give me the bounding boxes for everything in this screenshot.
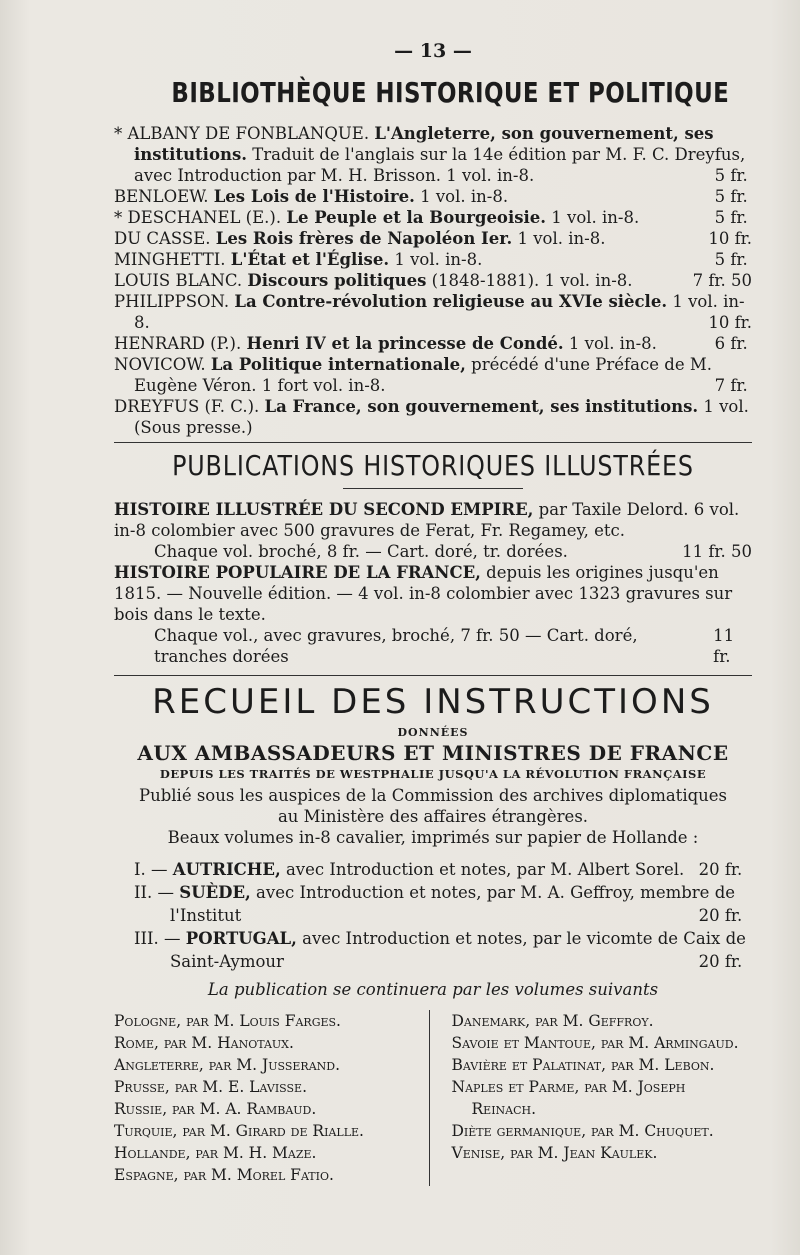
book-title: L'État et l'Église. — [230, 250, 390, 269]
entry-desc: par Taxile Delord. 6 vol. in-8 colombier avec 500 gravures de Ferat, Fr. Regamey, etc. — [114, 500, 740, 540]
volume-entry — [114, 927, 752, 973]
entry-price: 11 fr. — [713, 626, 735, 666]
entry-title: HISTOIRE POPULAIRE DE LA FRANCE, — [114, 563, 481, 582]
recueil-line: Beaux volumes in-8 cavalier, imprimés sur papier de Hollande : — [167, 828, 699, 847]
book-entry — [114, 228, 752, 249]
book-entry — [114, 123, 752, 186]
book-entry — [114, 396, 752, 438]
book-price: 5 fr. — [714, 208, 748, 227]
entry-title: HISTOIRE ILLUSTRÉE DU SECOND EMPIRE, — [114, 500, 534, 519]
volume-entry — [114, 881, 752, 927]
book-entry — [114, 333, 752, 354]
recueil-line: Publié sous les auspices de la Commission des archives diplomatiques — [138, 786, 728, 805]
book-entry — [114, 354, 752, 396]
book-details: 1 vol. (Sous presse.) — [134, 397, 749, 437]
book-author: DREYFUS (F. C.). — [114, 397, 265, 416]
book-price: 5 fr. — [714, 250, 748, 269]
book-details: 1 vol. in-8. — [414, 187, 509, 206]
volume-name: AUTRICHE, — [172, 860, 281, 879]
book-entry — [114, 207, 752, 228]
entry-price-row — [114, 541, 752, 562]
volume-price: 20 fr. — [698, 860, 743, 879]
book-price: 5 fr. — [714, 166, 748, 185]
book-author: BENLOEW. — [114, 187, 214, 206]
book-author: * DESCHANEL (E.). — [114, 208, 287, 227]
volume-details: avec Introduction et notes, par M. A. Geffroy, membre de l'Institut — [170, 883, 736, 925]
upcoming-volume: Angleterre, par M. Jusserand. — [114, 1056, 341, 1074]
book-entry — [114, 291, 752, 333]
donnees-label: DONNÉES — [397, 726, 469, 739]
book-title: La Contre-révolution religieuse au XVIe siècle. — [234, 292, 668, 311]
volumes-list — [114, 858, 752, 973]
continuation-note: La publication se continuera par les volumes suivants — [207, 980, 659, 999]
book-author: * ALBANY DE FONBLANQUE. — [114, 124, 375, 143]
book-author: NOVICOW. — [114, 355, 211, 374]
book-title: La Politique internationale, — [210, 355, 466, 374]
book-price: 7 fr. — [714, 376, 748, 395]
volume-price: 20 fr. — [698, 952, 743, 971]
entry-desc: depuis les origines jusqu'en 1815. — Nouvelle édition. — 4 vol. in-8 colombier avec 1323 gravures sur bois dans le texte. — [114, 563, 733, 624]
recueil-subtitle: AUX AMBASSADEURS ET MINISTRES DE FRANCE — [137, 741, 729, 765]
book-price: 10 fr. — [708, 313, 752, 332]
volume-details: avec Introduction et notes, par le vicomte de Caix de Saint-Aymour — [170, 929, 746, 971]
book-title: Les Rois frères de Napoléon Ier. — [215, 229, 513, 248]
volume-name: SUÈDE, — [179, 883, 251, 902]
section-title-recueil: RECUEIL DES INSTRUCTIONS — [152, 682, 714, 722]
book-price: 10 fr. — [708, 229, 752, 248]
divider — [114, 442, 752, 443]
short-divider — [343, 488, 523, 489]
book-author: DU CASSE. — [114, 229, 216, 248]
book-author: LOUIS BLANC. — [114, 271, 248, 290]
divider — [114, 675, 752, 676]
upcoming-left-column — [114, 1010, 430, 1186]
volume-number: II. — — [134, 883, 180, 902]
section-title-illustrees: PUBLICATIONS HISTORIQUES ILLUSTRÉES — [172, 449, 694, 482]
book-details: précédé d'une Préface de M. Eugène Véron. 1 fort vol. in-8. — [134, 355, 712, 395]
entry-price-desc: Chaque vol., avec gravures, broché, 7 fr. 50 — Cart. doré, tranches dorées — [154, 626, 638, 666]
book-details: 1 vol. in-8. — [546, 208, 640, 227]
upcoming-volume: Espagne, par M. Morel Fatio. — [114, 1166, 334, 1184]
entry-price: 11 fr. 50 — [682, 542, 752, 561]
book-title: La France, son gouvernement, ses institutions. — [264, 397, 699, 416]
book-title: L'Angleterre, son gouvernement, ses institutions. — [134, 124, 714, 164]
entry-price-row — [114, 625, 752, 667]
recueil-line: au Ministère des affaires étrangères. — [277, 807, 589, 826]
upcoming-volume: Hollande, par M. H. Maze. — [114, 1144, 317, 1162]
upcoming-volume: Savoie et Mantoue, par M. Armingaud. — [451, 1034, 739, 1052]
book-details: (1848-1881). 1 vol. in-8. — [426, 271, 633, 290]
upcoming-volume: Bavière et Palatinat, par M. Lebon. — [451, 1056, 715, 1074]
book-title: Discours politiques — [247, 271, 427, 290]
upcoming-right-column — [430, 1010, 753, 1186]
upcoming-volume: Diète germanique, par M. Chuquet. — [451, 1122, 714, 1140]
entry-second-empire — [114, 499, 752, 541]
book-price: 5 fr. — [714, 187, 748, 206]
politique-list — [114, 123, 752, 438]
book-author: PHILIPPSON. — [114, 292, 235, 311]
recueil-period: DEPUIS LES TRAITÉS DE WESTPHALIE JUSQU'A LA RÉVOLUTION FRANÇAISE — [159, 767, 707, 781]
upcoming-volume: Naples et Parme, par M. Joseph Reinach. — [451, 1078, 686, 1118]
upcoming-volume: Turquie, par M. Girard de Rialle. — [114, 1122, 364, 1140]
volume-price: 20 fr. — [698, 906, 743, 925]
entry-price-desc: Chaque vol. broché, 8 fr. — Cart. doré, tr. dorées. — [154, 542, 568, 561]
book-author: MINGHETTI. — [114, 250, 231, 269]
book-entry — [114, 249, 752, 270]
upcoming-volume: Prusse, par M. E. Lavisse. — [114, 1078, 307, 1096]
upcoming-volume: Rome, par M. Hanotaux. — [114, 1034, 294, 1052]
book-title: Le Peuple et la Bourgeoisie. — [286, 208, 547, 227]
book-details: 1 vol. in-8. — [389, 250, 483, 269]
book-author: HENRARD (P.). — [114, 334, 247, 353]
book-price: 7 fr. 50 — [692, 271, 752, 290]
upcoming-volume: Danemark, par M. Geffroy. — [451, 1012, 654, 1030]
entry-histoire-populaire — [114, 562, 752, 625]
volume-name: PORTUGAL, — [185, 929, 297, 948]
book-price: 6 fr. — [714, 334, 748, 353]
section-title-politique: BIBLIOTHÈQUE HISTORIQUE ET POLITIQUE — [171, 76, 730, 109]
book-title: Les Lois de l'Histoire. — [213, 187, 415, 206]
volume-entry — [114, 858, 752, 881]
upcoming-volume: Russie, par M. A. Rambaud. — [114, 1100, 317, 1118]
volume-number: I. — — [134, 860, 173, 879]
book-details: Traduit de l'anglais sur la 14e édition par M. F. C. Dreyfus, avec Introduction par M. H. Brisson. 1 vol. in-8. — [134, 145, 746, 185]
book-details: 1 vol. in-8. — [563, 334, 657, 353]
book-entry — [114, 270, 752, 291]
upcoming-volumes — [114, 1010, 752, 1186]
book-entry — [114, 186, 752, 207]
upcoming-volume: Venise, par M. Jean Kaulek. — [451, 1144, 658, 1162]
book-details: 1 vol. in-8. — [512, 229, 606, 248]
book-title: Henri IV et la princesse de Condé. — [246, 334, 564, 353]
page-number: — 13 — — [394, 40, 472, 62]
volume-details: avec Introduction et notes, par M. Albert Sorel. — [280, 860, 685, 879]
volume-number: III. — — [134, 929, 186, 948]
upcoming-volume: Pologne, par M. Louis Farges. — [114, 1012, 341, 1030]
book-details: 1 vol. in-8. — [134, 292, 745, 332]
